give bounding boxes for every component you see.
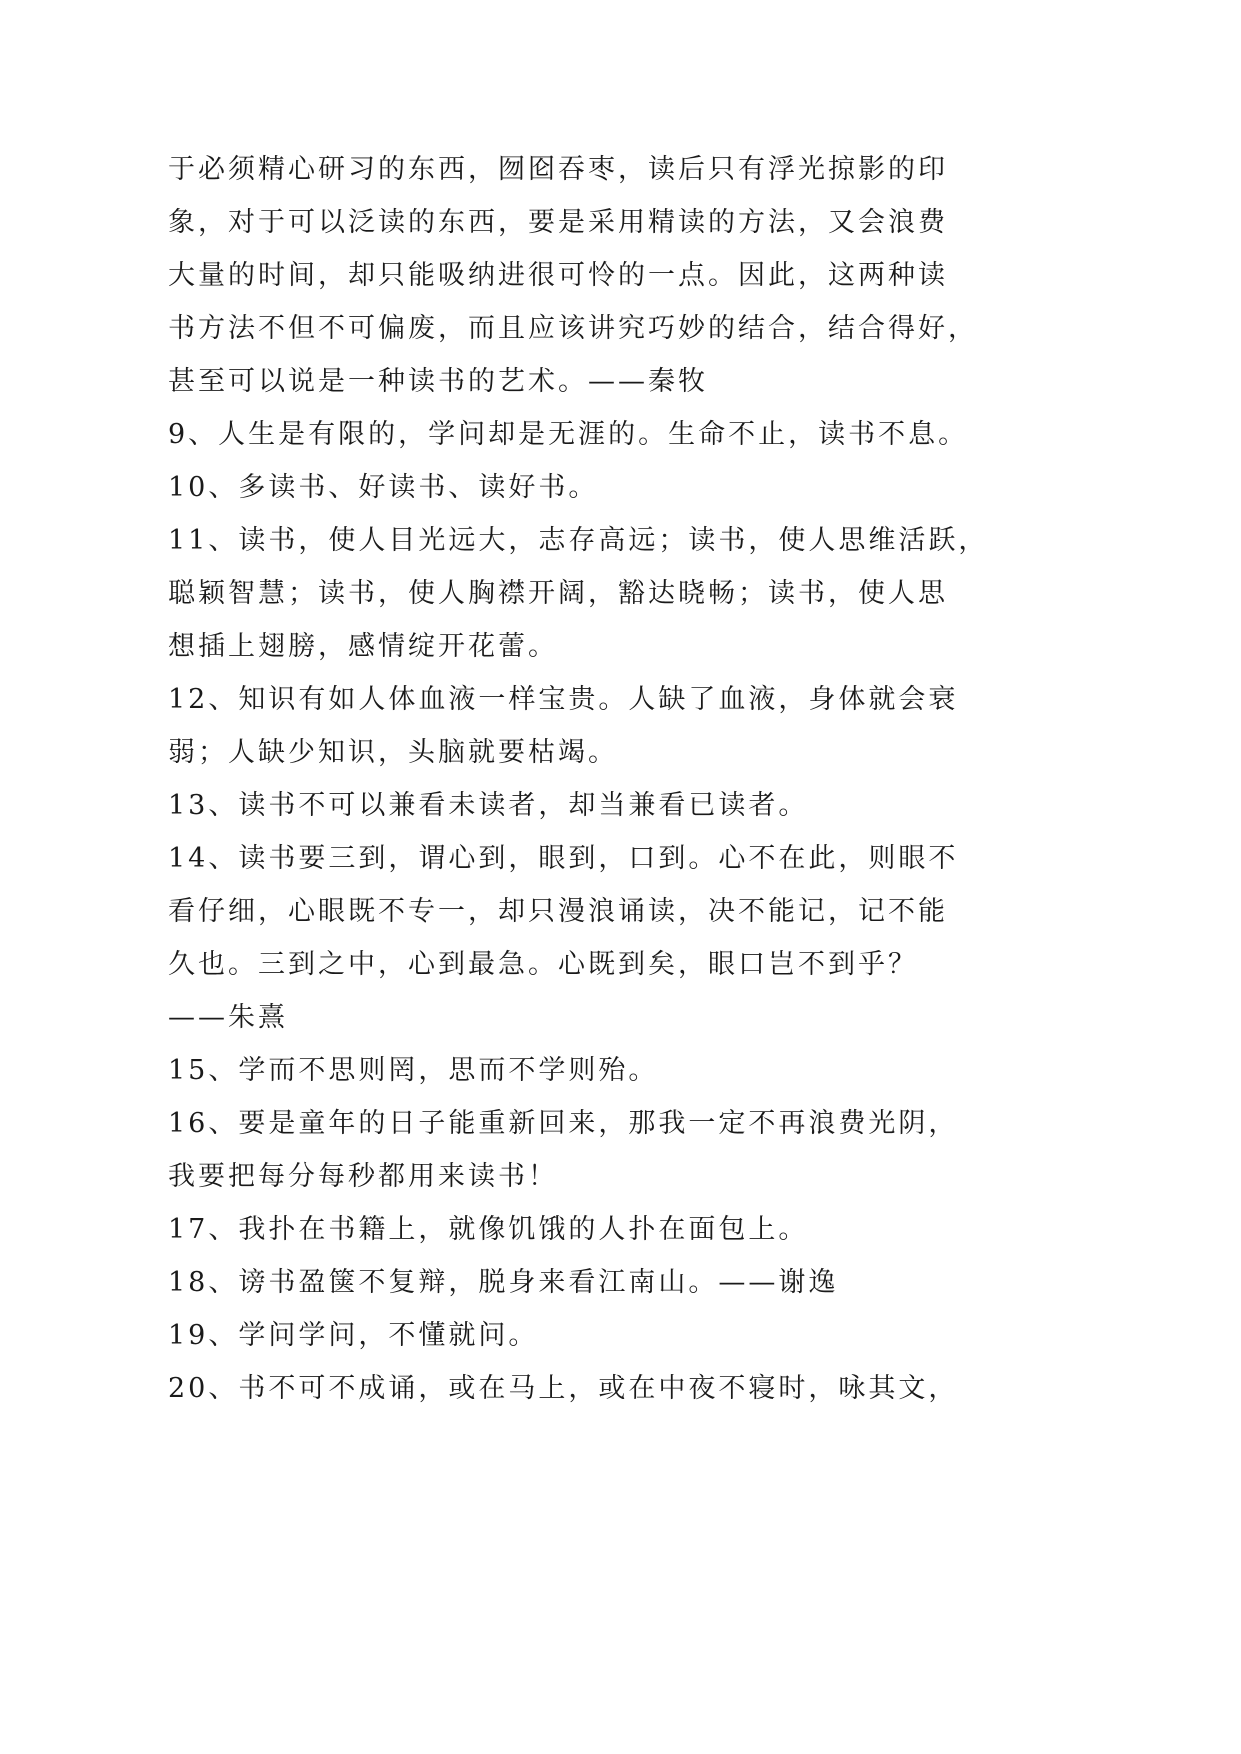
text-line: 于必须精心研习的东西，囫囵吞枣，读后只有浮光掠影的印 <box>168 154 948 185</box>
quote-item-17: 17、我扑在书籍上，就像饥饿的人扑在面包上。 <box>168 1214 809 1245</box>
text-line: 甚至可以说是一种读书的艺术。——秦牧 <box>168 366 708 397</box>
quote-item-18: 18、谤书盈箧不复辩，脱身来看江南山。——谢逸 <box>168 1267 839 1298</box>
text-line: 看仔细，心眼既不专一，却只漫浪诵读，决不能记，记不能 <box>168 896 948 927</box>
text-line: 聪颖智慧；读书，使人胸襟开阔，豁达晓畅；读书，使人思 <box>168 578 948 609</box>
text-line: 我要把每分每秒都用来读书！ <box>168 1161 558 1192</box>
document-body <box>168 143 989 1415</box>
text-line: 想插上翅膀，感情绽开花蕾。 <box>168 631 558 662</box>
text-line: 弱；人缺少知识，头脑就要枯竭。 <box>168 737 618 768</box>
quote-item-11: 11、读书，使人目光远大，志存高远；读书，使人思维活跃， <box>168 525 989 556</box>
text-line: 书方法不但不可偏废，而且应该讲究巧妙的结合，结合得好， <box>168 313 978 344</box>
quote-item-15: 15、学而不思则罔，思而不学则殆。 <box>168 1055 659 1086</box>
quote-item-14: 14、读书要三到，谓心到，眼到，口到。心不在此，则眼不 <box>168 843 959 874</box>
text-line: ——朱熹 <box>168 1002 288 1033</box>
quote-item-12: 12、知识有如人体血液一样宝贵。人缺了血液，身体就会衰 <box>168 684 959 715</box>
quote-item-20: 20、书不可不成诵，或在马上，或在中夜不寝时，咏其文， <box>168 1373 959 1404</box>
text-line: 大量的时间，却只能吸纳进很可怜的一点。因此，这两种读 <box>168 260 948 291</box>
quote-item-10: 10、多读书、好读书、读好书。 <box>168 472 599 503</box>
text-line: 久也。三到之中，心到最急。心既到矣，眼口岂不到乎？ <box>168 949 918 980</box>
quote-item-13: 13、读书不可以兼看未读者，却当兼看已读者。 <box>168 790 809 821</box>
quote-item-16: 16、要是童年的日子能重新回来，那我一定不再浪费光阴， <box>168 1108 959 1139</box>
text-line: 象，对于可以泛读的东西，要是采用精读的方法，又会浪费 <box>168 207 948 238</box>
quote-item-9: 9、人生是有限的，学问却是无涯的。生命不止，读书不息。 <box>168 419 969 450</box>
quote-item-19: 19、学问学问，不懂就问。 <box>168 1320 539 1351</box>
